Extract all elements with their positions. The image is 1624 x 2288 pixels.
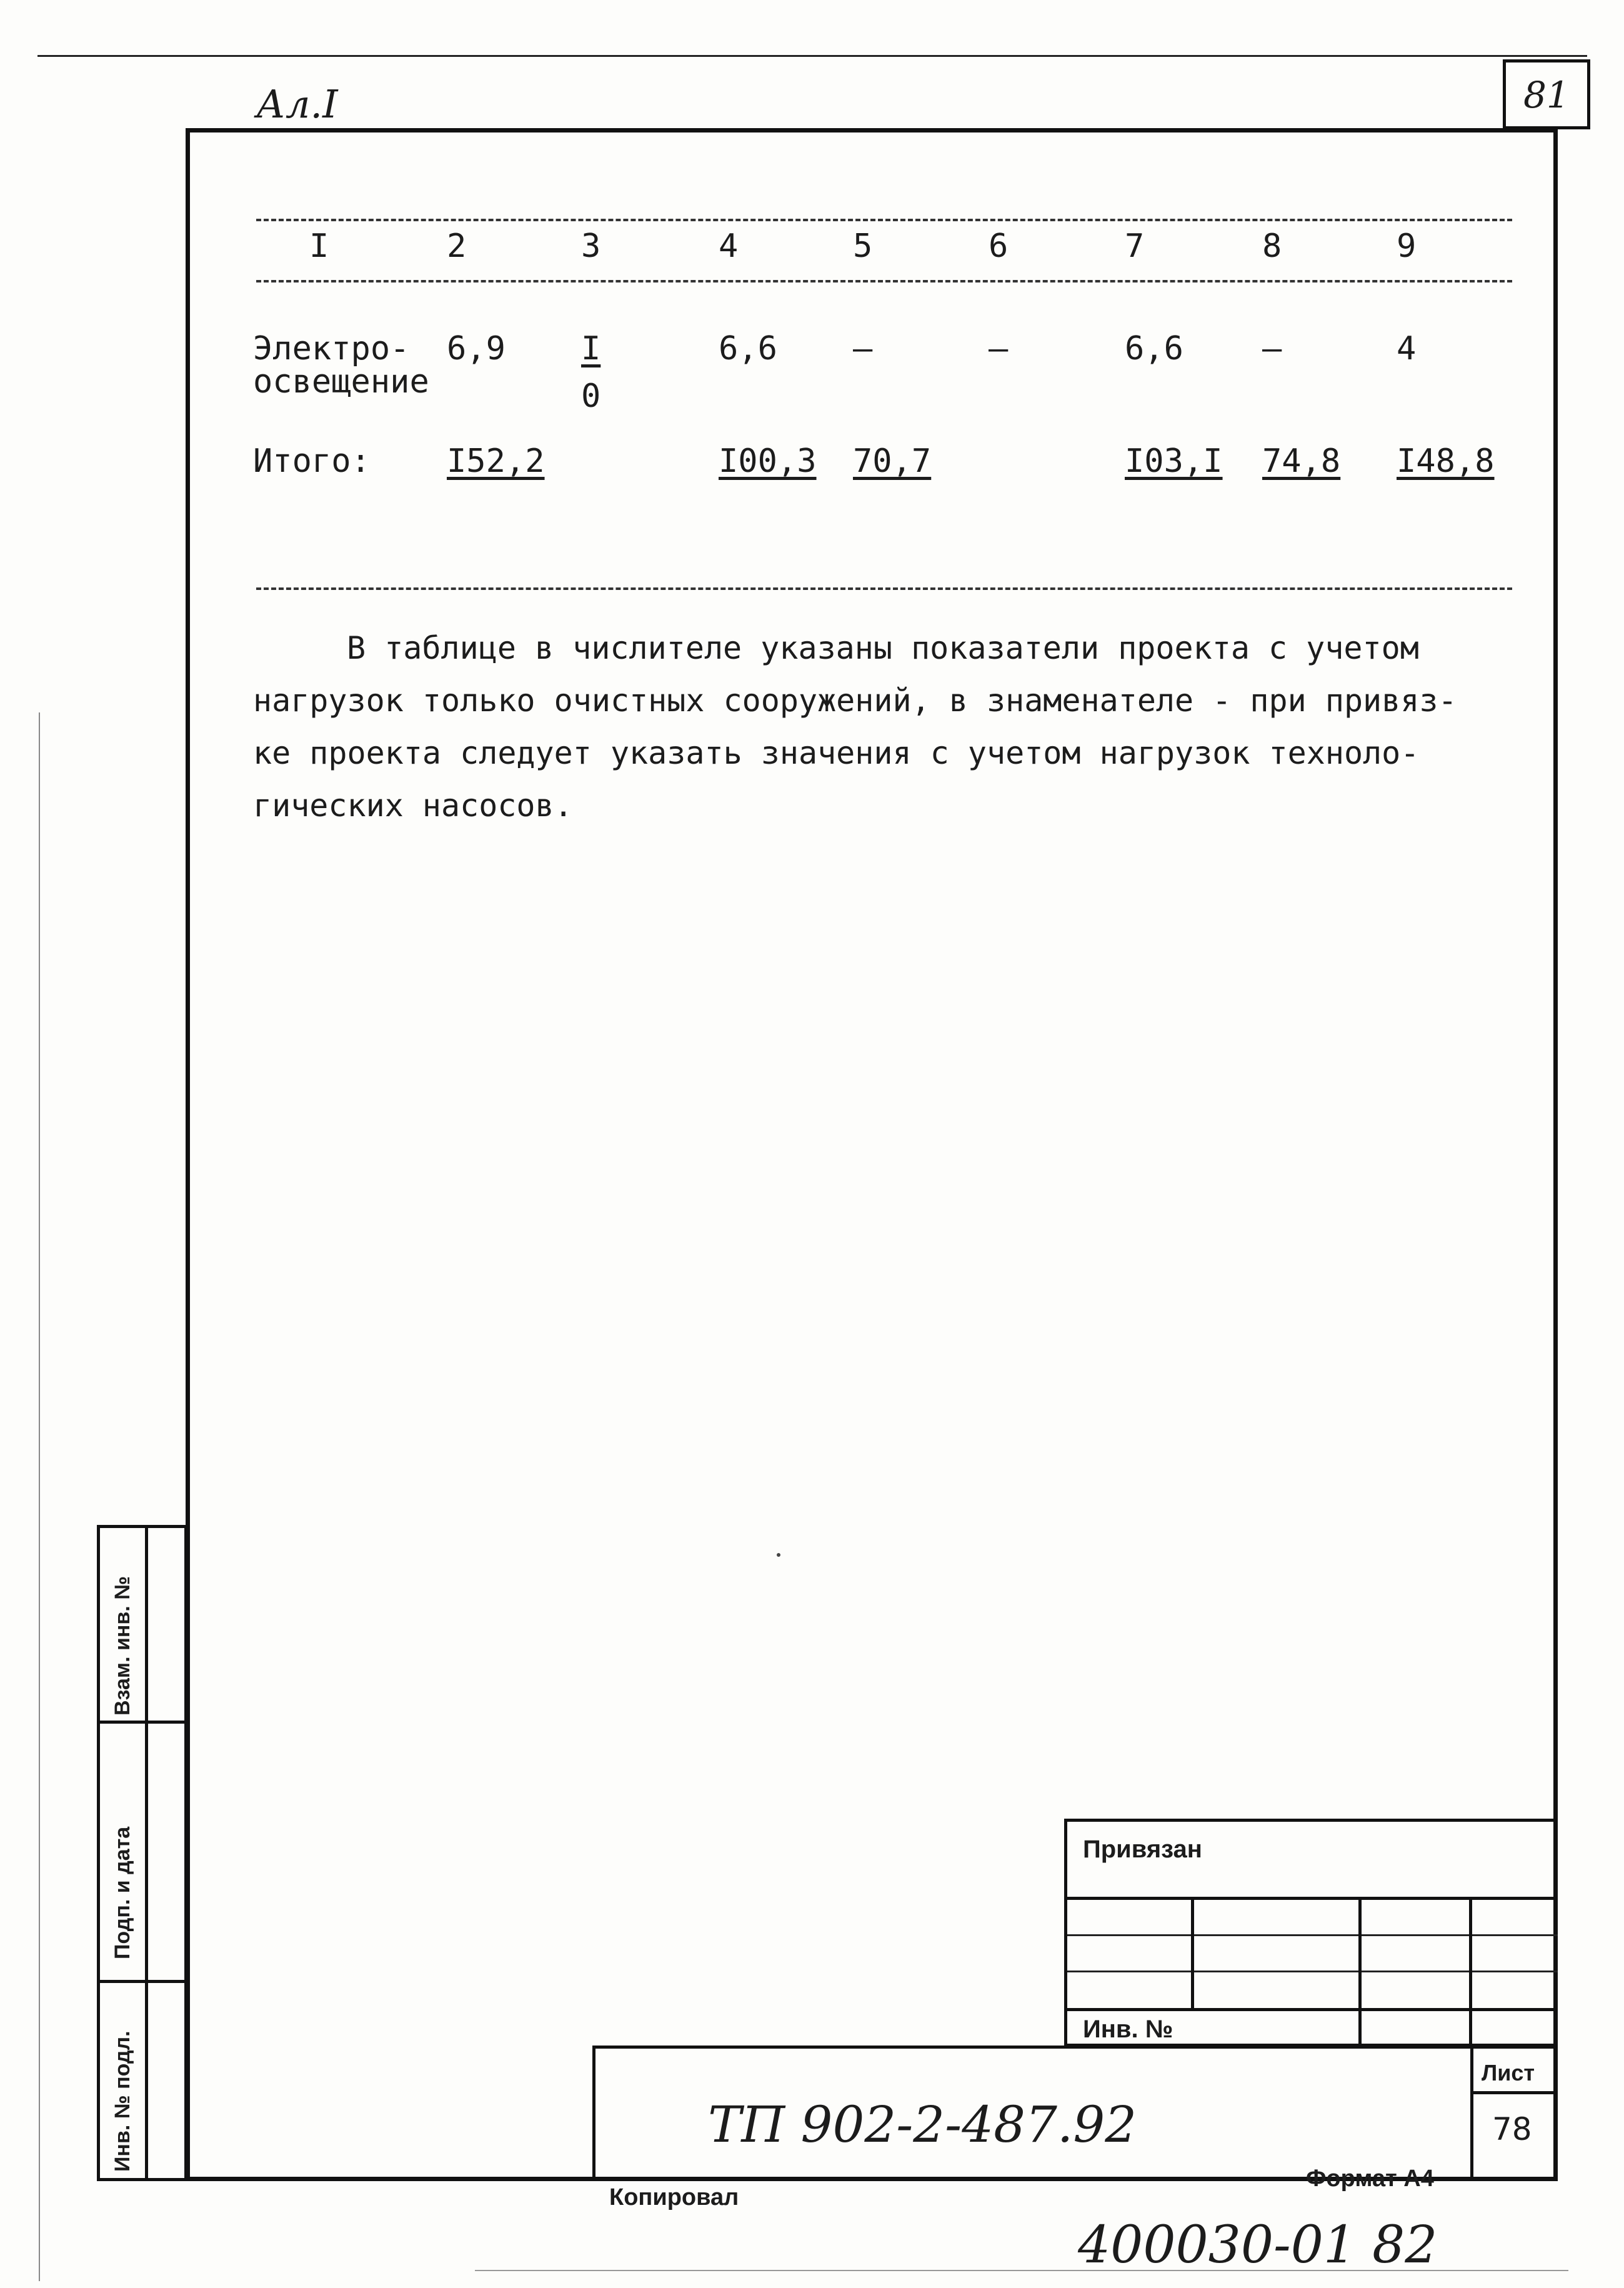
binding-block [1064,1819,1556,2047]
sheet-value: 78 [1492,2111,1532,2147]
binding-col-2 [1358,1897,1362,2047]
col-header-4: 4 [719,227,739,265]
row1-c3-denominator: 0 [581,377,601,415]
bottom-edge-line [475,2270,1568,2271]
binding-row-3 [1067,1971,1558,1972]
note-line-3: ке проекта следует указать значения с учетом нагрузок техноло- [253,735,1420,771]
col-header-5: 5 [853,227,873,265]
side-label-inv-podl: Инв. № подл. [111,2031,134,2172]
note-line-4: гических насосов. [253,787,573,824]
row1-c7: 6,6 [1125,330,1183,367]
side-label-podp-data: Подп. и дата [111,1826,134,1959]
side-stamp-divider-1 [100,1721,187,1724]
note-paragraph [253,622,1534,832]
col-header-3: 3 [581,227,601,265]
binding-row-1 [1067,1897,1558,1900]
total-c9: I48,8 [1397,442,1495,480]
row1-c9: 4 [1397,330,1417,367]
table-rule-bottom [256,587,1512,590]
binding-col-1 [1191,1897,1194,2008]
title-code-block [592,2046,1556,2177]
frame-top [186,128,1558,132]
binding-margin-line [39,712,40,2281]
col-header-2: 2 [447,227,467,265]
doc-code: ТП 902-2-487.92 [708,2096,1137,2154]
side-label-vzam-inv: Взам. инв. № [111,1576,134,1716]
row1-c4: 6,6 [719,330,777,367]
col-header-8: 8 [1262,227,1282,265]
copied-by-label: Копировал [609,2184,739,2211]
total-c8: 74,8 [1262,442,1341,480]
total-c7: I03,I [1125,442,1223,480]
title-sheet-divider [1470,2049,1473,2180]
inv-no-label: Инв. № [1083,2016,1173,2043]
note-line-2: нагрузок только очистных сооружений, в знаменателе - при привяз- [253,682,1457,719]
total-c4: I00,3 [719,442,817,480]
col-header-1: I [309,227,329,265]
col-header-9: 9 [1397,227,1417,265]
row1-c3-numerator: I [581,330,601,367]
sheet-number-handwritten: 81 [1523,74,1570,116]
row1-c5: – [853,330,873,367]
row1-c2: 6,9 [447,330,506,367]
side-stamp [97,1525,187,2181]
table-rule-top [256,219,1512,221]
archive-code-handwritten: 400030-01 82 [1078,2216,1438,2275]
total-c2: I52,2 [447,442,545,480]
table-rule-header [256,280,1512,282]
title-sheet-label-rule [1470,2091,1558,2094]
total-c5: 70,7 [853,442,932,480]
side-stamp-divider-2 [100,1980,187,1983]
binding-label: Привязан [1083,1836,1202,1863]
row-label-line2: освещение [253,363,429,401]
binding-row-2 [1067,1934,1558,1936]
sheet-label: Лист [1482,2060,1535,2086]
side-stamp-divider-vertical [145,1528,148,2178]
row-label-line1: Электро- [253,330,410,367]
binding-col-3 [1469,1897,1472,2047]
binding-row-4 [1067,2008,1558,2011]
total-label: Итого: [253,442,371,480]
format-label: Формат А4 [1306,2166,1434,2192]
top-edge-line [37,55,1587,57]
col-header-7: 7 [1125,227,1145,265]
note-line-1: В таблице в числителе указаны показатели проекта с учетом [347,630,1419,666]
doc-mark: Ал.I [256,81,338,127]
row1-c6: – [989,330,1009,367]
scan-speck [777,1553,780,1557]
row1-c8: – [1262,330,1282,367]
col-header-6: 6 [989,227,1009,265]
sheet-number-box [1503,59,1590,129]
